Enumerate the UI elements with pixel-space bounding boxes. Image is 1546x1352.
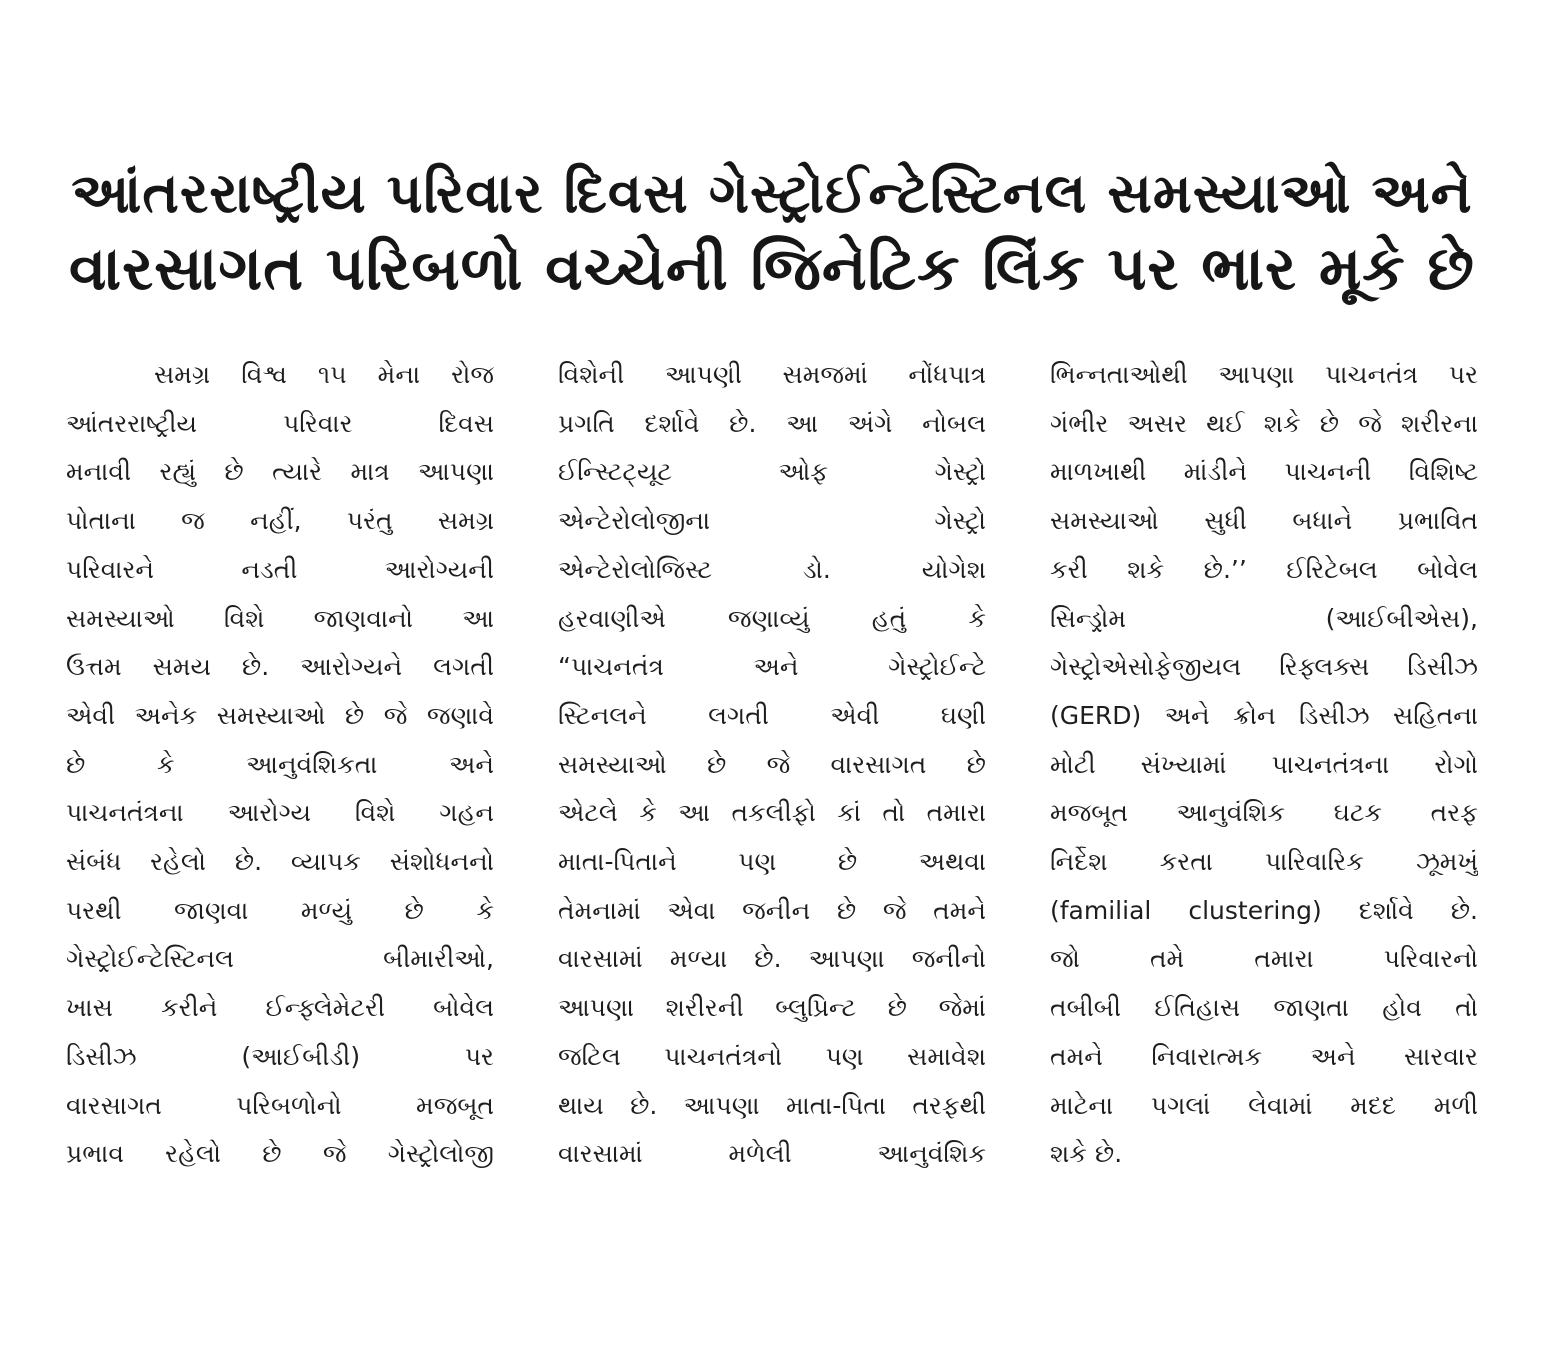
article-line: પરથી જાણવા મળ્યું છે કે — [66, 895, 494, 925]
article-line: સમસ્યાઓ છે જે વારસાગત છે — [558, 749, 986, 779]
article-line: ગેસ્ટ્રોએસોફેજીયલ રિફ્લક્સ ડિસીઝ — [1050, 652, 1478, 682]
article-line: કરી શકે છે.’’ ઈરિટેબલ બોવેલ — [1050, 554, 1478, 584]
article-line: આંતરરાષ્ટ્રીય પરિવાર દિવસ — [66, 408, 494, 438]
article-line: પ્રગતિ દર્શાવે છે. આ અંગે નોબલ — [558, 408, 986, 438]
article-line: ડિસીઝ (આઈબીડી) પર — [66, 1041, 494, 1071]
headline-line-2: વારસાગત પરિબળો વચ્ચેની જિનેટિક લિંક પર ભાર મૂકે છે — [69, 234, 1475, 304]
article-line: પોતાના જ નહીં, પરંતુ સમગ્ર — [66, 506, 494, 536]
article-line: તબીબી ઈતિહાસ જાણતા હોવ તો — [1050, 993, 1478, 1023]
headline-line-1: આંતરરાષ્ટ્રીય પરિવાર દિવસ ગેસ્ટ્રોઈન્ટેસ્ટિનલ સમસ્યાઓ અને — [71, 161, 1473, 225]
article-line: મજબૂત આનુવંશિક ઘટક તરફ — [1050, 798, 1478, 828]
article-line: (GERD) અને ક્રોન ડિસીઝ સહિતના — [1050, 700, 1478, 730]
article-line: ખાસ કરીને ઈન્ફ્લેમેટરી બોવેલ — [66, 993, 494, 1023]
article-line: એવી અનેક સમસ્યાઓ છે જે જણાવે — [66, 700, 494, 730]
article-column-1 — [66, 351, 494, 1179]
article-line: તમને નિવારાત્મક અને સારવાર — [1050, 1041, 1478, 1071]
article-line: વિશેની આપણી સમજમાં નોંધપાત્ર — [558, 360, 986, 389]
article-line: તેમનામાં એવા જનીન છે જે તમને — [558, 895, 986, 925]
article-line: છે કે આનુવંશિકતા અને — [66, 749, 494, 779]
article-line: થાય છે. આપણા માતા-પિતા તરફથી — [558, 1090, 986, 1120]
article-line: એટલે કે આ તકલીફો કાં તો તમારા — [558, 798, 986, 828]
article-line: માટેના પગલાં લેવામાં મદદ મળી — [1050, 1090, 1478, 1120]
article-line: સમસ્યાઓ સુધી બધાને પ્રભાવિત — [1050, 506, 1478, 536]
article-line: પરિવારને નડતી આરોગ્યની — [66, 554, 494, 584]
article-line: આપણા શરીરની બ્લુપ્રિન્ટ છે જેમાં — [558, 993, 986, 1023]
article-line: જો તમે તમારા પરિવારનો — [1050, 944, 1478, 974]
article-line: વારસામાં મળેલી આનુવંશિક — [558, 1139, 986, 1169]
article-line: “પાચનતંત્ર અને ગેસ્ટ્રોઈન્ટે — [558, 652, 986, 682]
article-columns — [66, 351, 1478, 1179]
article-line: ઉત્તમ સમય છે. આરોગ્યને લગતી — [66, 652, 494, 682]
article-column-3 — [1050, 351, 1478, 1179]
article-line: નિર્દેશ કરતા પારિવારિક ઝૂમખું — [1050, 847, 1478, 877]
article-line: (familial clustering) દર્શાવે છે. — [1050, 895, 1478, 925]
article-line: એન્ટેરોલોજિસ્ટ ડો. યોગેશ — [558, 554, 986, 584]
article-line: વારસામાં મળ્યા છે. આપણા જનીનો — [558, 944, 986, 974]
article-line: એન્ટેરોલોજીના ગેસ્ટ્રો — [558, 506, 986, 536]
article-line: સિન્ડ્રોમ (આઈબીએસ), — [1050, 603, 1478, 633]
article-line: સ્ટિનલને લગતી એવી ઘણી — [558, 700, 986, 730]
news-article — [66, 155, 1478, 1215]
article-line: માતા-પિતાને પણ છે અથવા — [558, 847, 986, 877]
article-line: મોટી સંખ્યામાં પાચનતંત્રના રોગો — [1050, 749, 1478, 779]
article-line: ગંભીર અસર થઈ શકે છે જે શરીરના — [1050, 408, 1478, 438]
article-line: મનાવી રહ્યું છે ત્યારે માત્ર આપણા — [66, 457, 494, 487]
article-line: માળખાથી માંડીને પાચનની વિશિષ્ટ — [1050, 457, 1478, 487]
article-line: શકે છે. — [1050, 1139, 1123, 1169]
article-line: હરવાણીએ જણાવ્યું હતું કે — [558, 603, 986, 633]
article-column-2 — [558, 351, 986, 1179]
article-line: ભિન્નતાઓથી આપણા પાચનતંત્ર પર — [1050, 360, 1478, 389]
article-line: ગેસ્ટ્રોઈન્ટેસ્ટિનલ બીમારીઓ, — [66, 944, 494, 974]
article-line: પ્રભાવ રહેલો છે જે ગેસ્ટ્રોલોજી — [66, 1139, 494, 1169]
article-line: ઈન્સ્ટિટ્યૂટ ઓફ ગેસ્ટ્રો — [558, 457, 986, 487]
article-line: સમગ્ર વિશ્વ ૧૫ મેના રોજ — [154, 360, 494, 389]
article-line: વારસાગત પરિબળોનો મજબૂત — [66, 1090, 494, 1120]
article-line: જટિલ પાચનતંત્રનો પણ સમાવેશ — [558, 1041, 986, 1071]
article-line: સમસ્યાઓ વિશે જાણવાનો આ — [66, 603, 494, 633]
article-line: પાચનતંત્રના આરોગ્ય વિશે ગહન — [66, 798, 494, 828]
headline — [66, 155, 1478, 307]
article-line: સંબંધ રહેલો છે. વ્યાપક સંશોધનનો — [66, 847, 494, 877]
